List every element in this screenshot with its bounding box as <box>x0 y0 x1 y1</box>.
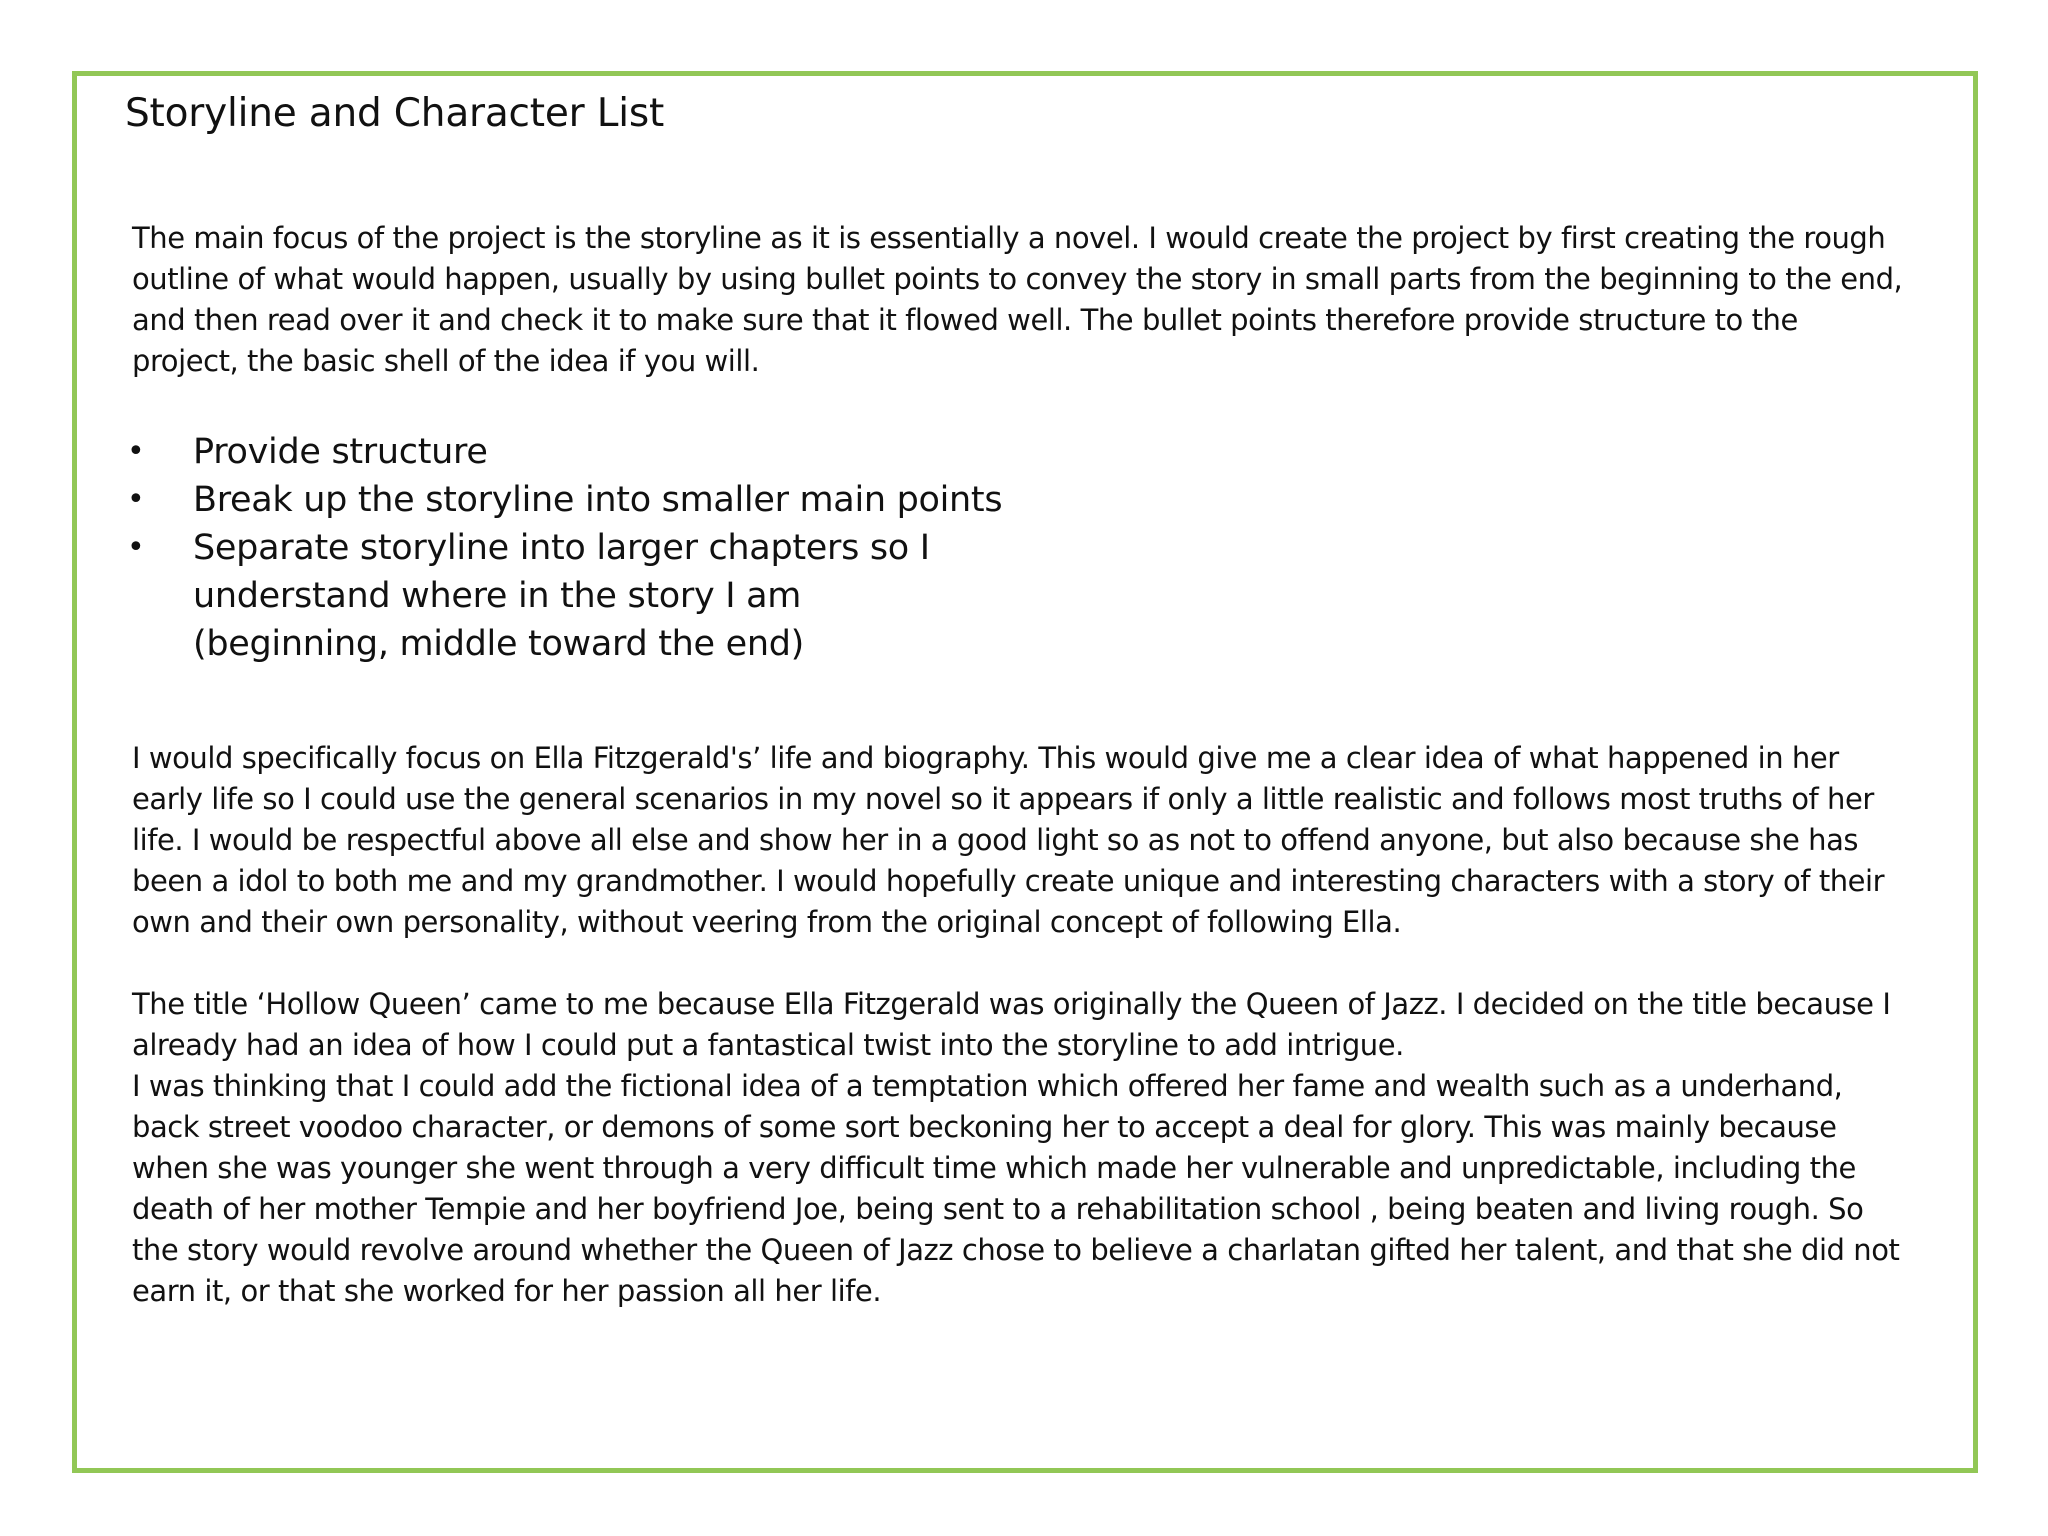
title-explanation-line-1: The title ‘Hollow Queen’ came to me because Ella Fitzgerald was originally the Queen of Jazz. I decided on the title because I already had an idea of how I could put a fantastical twist into the storyline to add intrigue. <box>132 987 1891 1062</box>
slide-title: Storyline and Character List <box>125 91 665 136</box>
bullet-item <box>125 524 1005 668</box>
bullet-item <box>125 476 1005 524</box>
title-explanation-paragraph <box>132 984 1912 1312</box>
bullet-text: Break up the storyline into smaller main points <box>193 480 1003 520</box>
bullet-list <box>125 428 1005 668</box>
title-explanation-line-2: I was thinking that I could add the fictional idea of a temptation which offered her fame and wealth such as a underhand, back street voodoo character, or demons of some sort beckoning her to accept a deal for glory. This was mainly because when she was younger she went through a very difficult time which made her vulnerable and unpredictable, including the death of her mother Tempie and her boyfriend Joe, being sent to a rehabilitation school , being beaten and living rough. So the story would revolve around whether the Queen of Jazz chose to believe a charlatan gifted her talent, and that she did not earn it, or that she worked for her passion all her life. <box>132 1069 1900 1308</box>
biography-paragraph: I would specifically focus on Ella Fitzgerald's’ life and biography. This would give me a clear idea of what happened in her early life so I could use the general scenarios in my novel so it appears if only a little realistic and follows most truths of her life. I would be respectful above all else and show her in a good light so as not to offend anyone, but also because she has been a idol to both me and my grandmother. I would hopefully create unique and interesting characters with a story of their own and their own personality, without veering from the original concept of following Ella. <box>132 741 1885 939</box>
bullet-icon: • <box>127 530 145 565</box>
bullet-icon: • <box>127 482 145 517</box>
bullet-text: Provide structure <box>193 432 488 472</box>
bullet-icon: • <box>127 434 145 469</box>
bullet-text: Separate storyline into larger chapters so I understand where in the story I am (beginning, middle toward the end) <box>193 528 930 664</box>
intro-paragraph: The main focus of the project is the storyline as it is essentially a novel. I would create the project by first creating the rough outline of what would happen, usually by using bullet points to convey the story in small parts from the beginning to the end, and then read over it and check it to make sure that it flowed well. The bullet points therefore provide structure to the project, the basic shell of the idea if you will. <box>132 221 1903 378</box>
bullet-item <box>125 428 1005 476</box>
